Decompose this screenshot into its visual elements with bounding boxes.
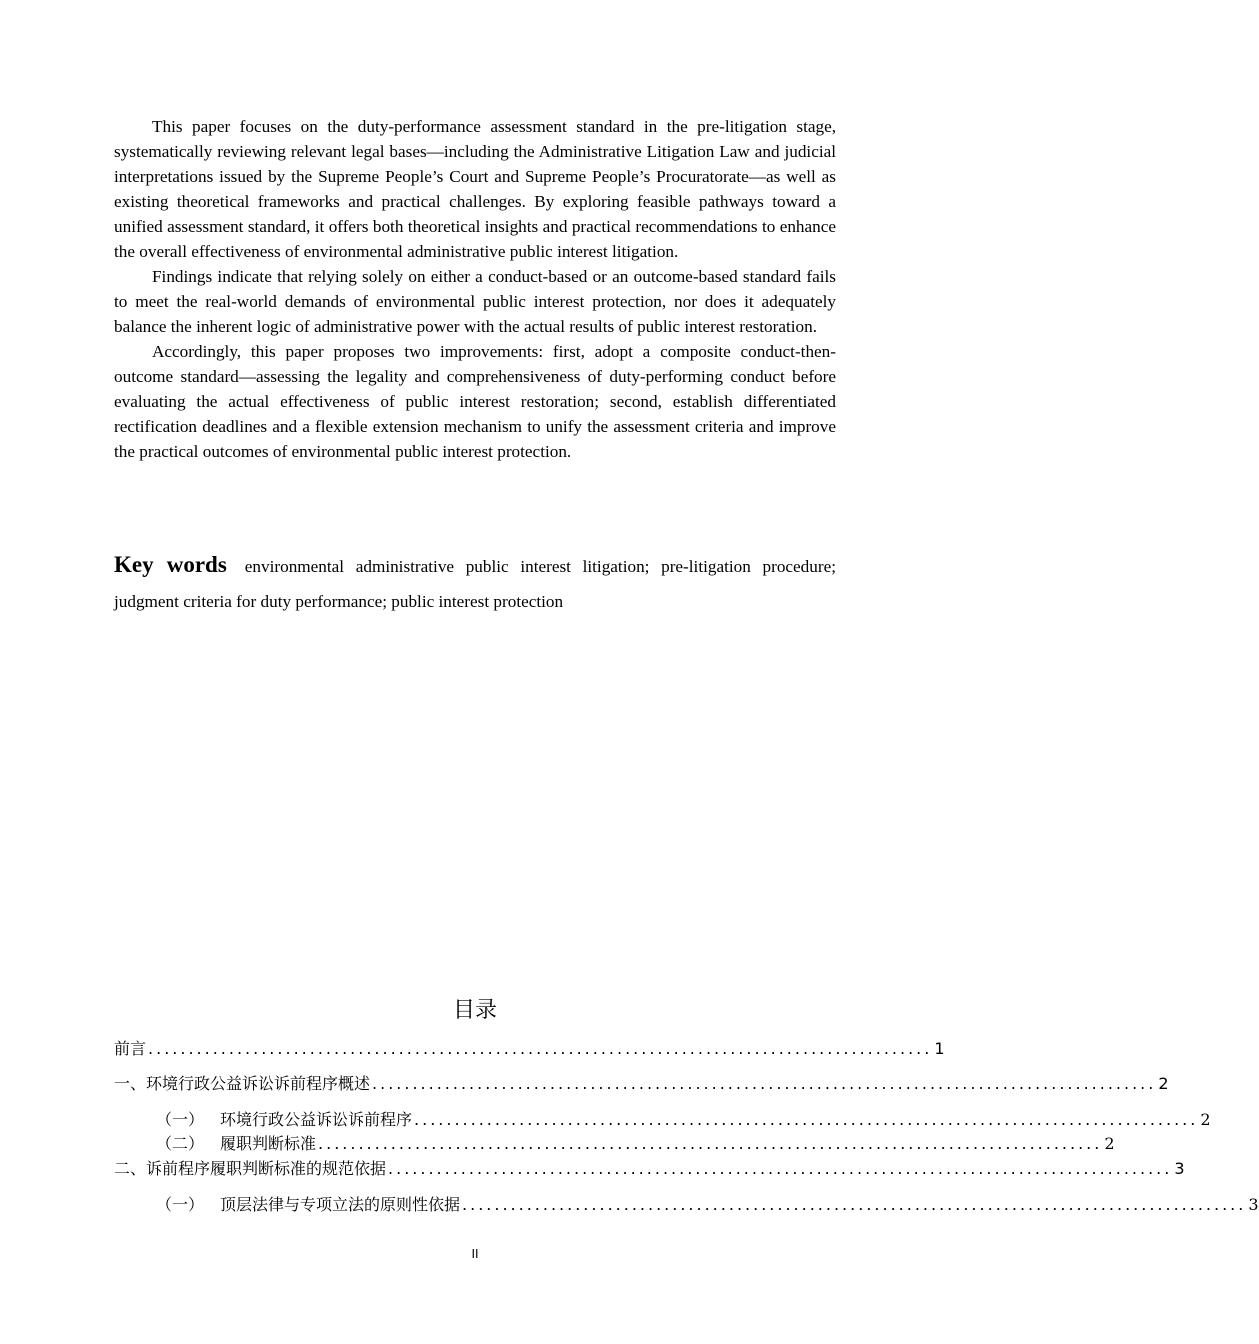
keywords-section xyxy=(114,547,836,619)
toc-dot-leader: ................................................................................................. xyxy=(318,1134,1103,1153)
toc-entry-page: 3 xyxy=(1174,1159,1185,1178)
toc-entry-number: （一） xyxy=(156,1110,205,1129)
toc-subentry[interactable] xyxy=(156,1132,1115,1156)
toc-entry-label: 环境行政公益诉讼诉前程序 xyxy=(220,1110,413,1129)
toc-entry-label: 前言 xyxy=(114,1039,147,1058)
toc-dot-leader: ................................................................................................. xyxy=(388,1159,1173,1178)
toc-entry-page: 2 xyxy=(1104,1134,1115,1153)
toc-dot-leader: ................................................................................................. xyxy=(372,1074,1157,1093)
toc-entry-label: 履职判断标准 xyxy=(220,1134,317,1153)
toc-entry-page: 2 xyxy=(1200,1110,1211,1129)
toc-dot-leader: ................................................................................................. xyxy=(414,1110,1199,1129)
toc-entry[interactable] xyxy=(114,1157,1185,1181)
page-number: II xyxy=(471,1247,479,1261)
toc-entry-page: 1 xyxy=(934,1039,945,1058)
abstract-paragraph: Accordingly, this paper proposes two improvements: first, adopt a composite conduct-then-outcome standard—assessing the legality and comprehensiveness of duty-performing conduct before evaluating the actual effectiveness of public interest restoration; second, establish differentiated rectification deadlines and a flexible extension mechanism to unify the assessment criteria and improve the practical outcomes of environmental public interest protection. xyxy=(114,342,836,461)
toc-entry-label: 一、环境行政公益诉讼诉前程序概述 xyxy=(114,1074,371,1093)
toc-entry-number: （一） xyxy=(156,1195,205,1214)
keywords-text: environmental administrative public interest litigation; pre-litigation procedure; judgment criteria for duty performance; public interest protection xyxy=(114,557,836,611)
abstract-body xyxy=(114,114,836,464)
toc-entry-label: 顶层法律与专项立法的原则性依据 xyxy=(220,1195,461,1214)
toc-entry[interactable] xyxy=(114,1037,945,1061)
abstract-paragraph: This paper focuses on the duty-performance assessment standard in the pre-litigation stage, systematically reviewing relevant legal bases—including the Administrative Litigation Law and judicial interpretations issued by the Supreme People’s Court and Supreme People’s Procuratorate—as well as existing theoretical frameworks and practical challenges. By exploring feasible pathways toward a unified assessment standard, it offers both theoretical insights and practical recommendations to enhance the overall effectiveness of environmental administrative public interest litigation. xyxy=(114,117,836,261)
toc-subentry[interactable] xyxy=(156,1193,1259,1217)
toc-subentry[interactable] xyxy=(156,1108,1211,1132)
keywords-label: Key words xyxy=(114,552,227,577)
toc-entry[interactable] xyxy=(114,1072,1169,1096)
toc-entry-page: 3 xyxy=(1248,1195,1259,1214)
toc-title: 目录 xyxy=(452,998,497,1023)
toc-entry-page: 2 xyxy=(1158,1074,1169,1093)
toc-dot-leader: ................................................................................................. xyxy=(462,1195,1247,1214)
toc-entry-label: 二、诉前程序履职判断标准的规范依据 xyxy=(114,1159,387,1178)
abstract-paragraph: Findings indicate that relying solely on either a conduct-based or an outcome-based standard fails to meet the real-world demands of environmental public interest protection, nor does it adequately balance the inherent logic of administrative power with the actual results of public interest restoration. xyxy=(114,267,836,336)
toc-entry-number: （二） xyxy=(156,1134,205,1153)
toc-dot-leader: ................................................................................................. xyxy=(148,1039,933,1058)
